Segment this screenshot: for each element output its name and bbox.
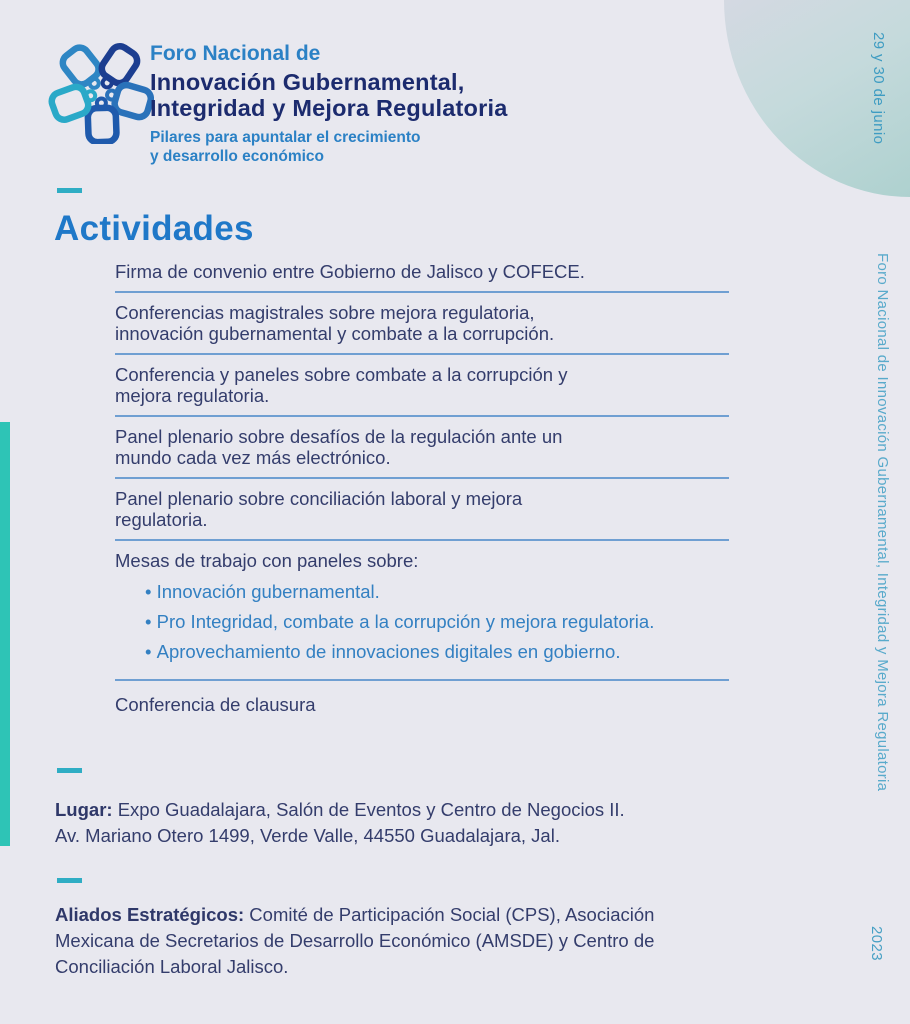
section-dash-venue [57, 768, 82, 773]
section-dash-activities [57, 188, 82, 193]
list-item [115, 252, 729, 293]
venue-label: Lugar: [55, 799, 113, 820]
header-subtitle [150, 128, 507, 166]
event-year-vertical: 2023 [868, 926, 885, 961]
allies-line3: Conciliación Laboral Jalisco. [55, 956, 289, 977]
page-title: Actividades [54, 209, 254, 248]
left-accent-bar [0, 422, 10, 846]
sublist-item: • Pro Integridad, combate a la corrupción y mejora regulatoria. [145, 611, 729, 633]
activity-text: Conferencia de clausura [115, 694, 316, 715]
flower-pinwheel-logo-icon [48, 34, 154, 149]
activity-text: Mesas de trabajo con paneles sobre: [115, 549, 419, 571]
venue-text: Expo Guadalajara, Salón de Eventos y Centro de Negocios II. [112, 799, 625, 820]
section-dash-allies [57, 878, 82, 883]
list-item [115, 293, 729, 355]
activity-sublist [145, 581, 729, 663]
activities-list [115, 252, 729, 724]
activity-text: mundo cada vez más electrónico. [115, 447, 391, 468]
activity-text: Panel plenario sobre desafíos de la regulación ante un [115, 425, 563, 447]
list-item [115, 541, 729, 682]
header-kicker: Foro Nacional de [150, 42, 321, 65]
allies-label: Aliados Estratégicos: [55, 904, 245, 925]
header-subtitle-line2: y desarrollo económico [150, 148, 324, 165]
venue-line1 [55, 797, 760, 823]
sublist-item: • Innovación gubernamental. [145, 581, 729, 603]
allies-text: Comité de Participación Social (CPS), Asociación [244, 904, 655, 925]
sublist-item: • Aprovechamiento de innovaciones digitales en gobierno. [145, 641, 729, 663]
activity-text: Conferencia y paneles sobre combate a la corrupción y [115, 363, 568, 385]
allies-info [55, 902, 760, 980]
allies-line1 [55, 902, 760, 928]
header-title-line1: Innovación Gubernamental, [150, 69, 465, 95]
venue-line2: Av. Mariano Otero 1499, Verde Valle, 44550 Guadalajara, Jal. [55, 825, 560, 846]
activity-text: regulatoria. [115, 509, 208, 530]
activity-text: mejora regulatoria. [115, 385, 270, 406]
activity-text: Panel plenario sobre conciliación laboral y mejora [115, 487, 523, 509]
venue-info [55, 797, 760, 849]
allies-line2: Mexicana de Secretarios de Desarrollo Económico (AMSDE) y Centro de [55, 930, 655, 951]
event-header [150, 42, 507, 166]
header-title-line2: Integridad y Mejora Regulatoria [150, 95, 508, 121]
header-subtitle-line1: Pilares para apuntalar el crecimiento [150, 129, 421, 146]
event-date-vertical: 29 y 30 de junio [870, 32, 887, 145]
activity-text: innovación gubernamental y combate a la corrupción. [115, 323, 555, 344]
event-name-vertical: Foro Nacional de Innovación Gubernamental, Integridad y Mejora Regulatoria [874, 253, 891, 792]
list-item [115, 681, 729, 724]
list-item [115, 355, 729, 417]
activity-text: Conferencias magistrales sobre mejora regulatoria, [115, 301, 535, 323]
activity-text: Firma de convenio entre Gobierno de Jalisco y COFECE. [115, 261, 585, 282]
list-item [115, 479, 729, 541]
list-item [115, 417, 729, 479]
